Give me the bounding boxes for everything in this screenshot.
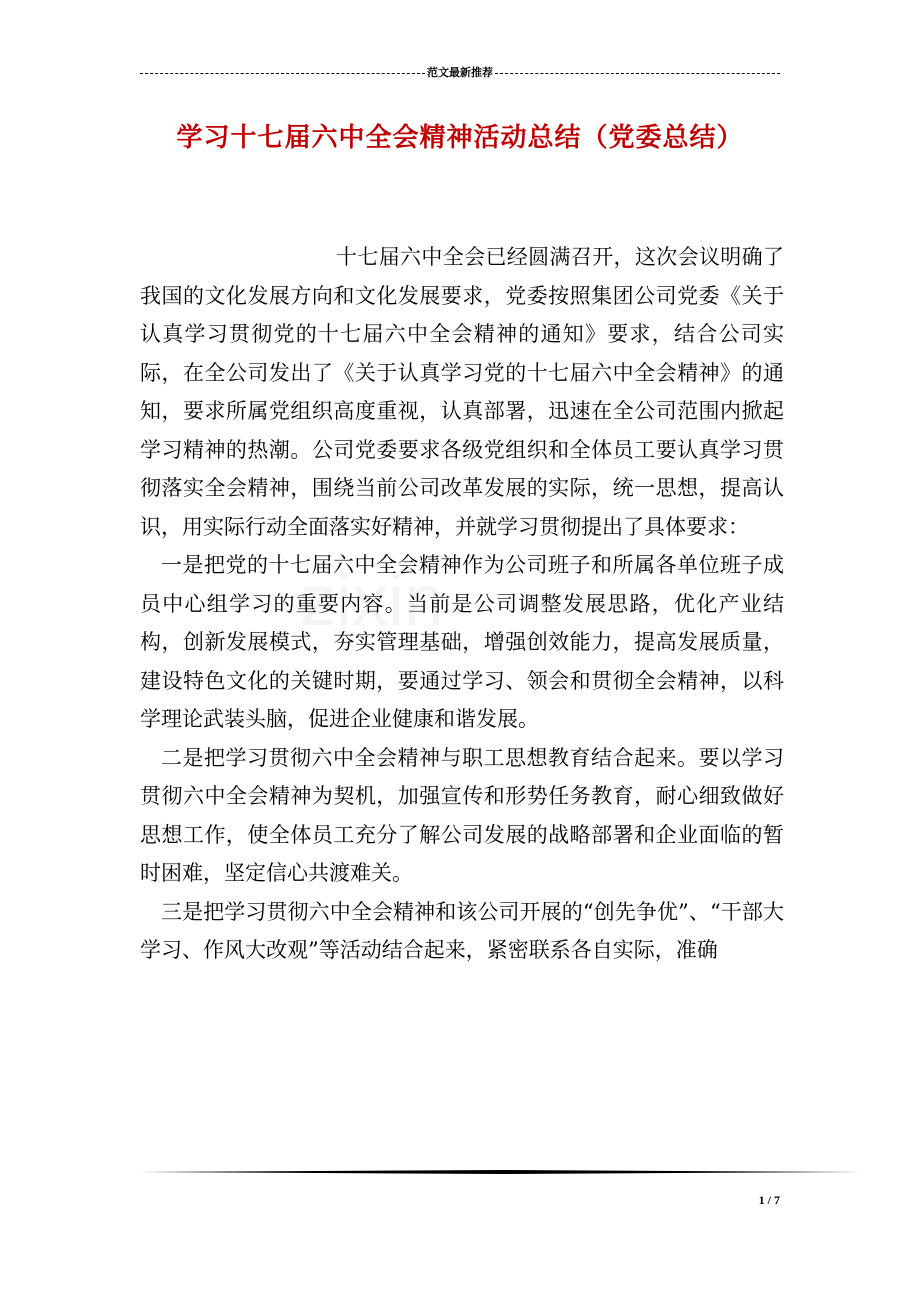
document-body [140,238,784,970]
document-title: 学习十七届六中全会精神活动总结（党委总结） [176,123,744,153]
page-number: 1 / 7 [758,1193,780,1207]
footer-rule [140,1170,862,1174]
paragraph-point-one: 一是把党的十七届六中全会精神作为公司班子和所属各单位班子成员中心组学习的重要内容。当前是公司调整发展思路，优化产业结构，创新发展模式，夯实管理基础，增强创效能力，提高发展质量，建设特色文化的关键时期，要通过学习、领会和贯彻全会精神，以科学理论武装头脑，促进企业健康和谐发展。 [140,553,784,731]
header-dash-right [495,73,780,74]
header-dash-left [140,73,425,74]
paragraph-point-two: 二是把学习贯彻六中全会精神与职工思想教育结合起来。要以学习贯彻六中全会精神为契机，加强宣传和形势任务教育，耐心细致做好思想工作，使全体员工充分了解公司发展的战略部署和企业面临的暂时困难，坚定信心共渡难关。 [140,745,784,885]
paragraph-intro: 十七届六中全会已经圆满召开，这次会议明确了我国的文化发展方向和文化发展要求，党委按照集团公司党委《关于认真学习贯彻党的十七届六中全会精神的通知》要求，结合公司实际，在全公司发出了《关于认真学习党的十七届六中全会精神》的通知，要求所属党组织高度重视，认真部署，迅速在全公司范围内掀起学习精神的热潮。公司党委要求各级党组织和全体员工要认真学习贯彻落实全会精神，围绕当前公司改革发展的实际，统一思想，提高认识，用实际行动全面落实好精神，并就学习贯彻提出了具体要求： [140,245,784,539]
page-header [140,66,780,80]
header-label: 范文最新推荐 [427,66,493,79]
paragraph-point-three: 三是把学习贯彻六中全会精神和该公司开展的“创先争优”、“干部大学习、作风大改观”等活动结合起来，紧密联系各自实际，准确 [140,899,784,962]
